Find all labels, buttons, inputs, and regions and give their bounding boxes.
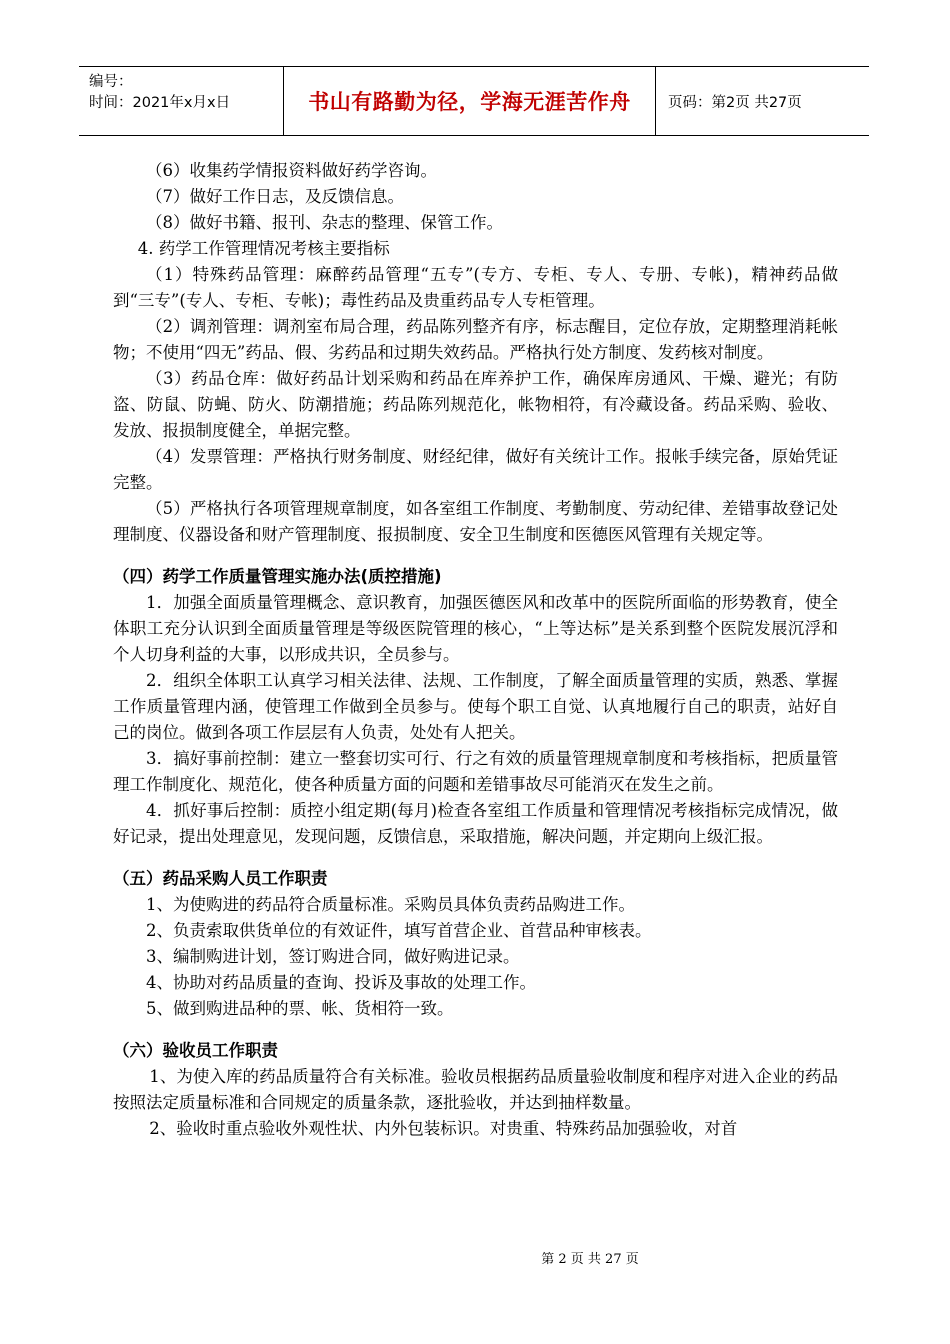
paragraph: 4．抓好事后控制：质控小组定期(每月)检查各室组工作质量和管理情况考核指标完成情况，做好记录，提出处理意见，发现问题，反馈信息，采取措施，解决问题，并定期向上级汇报。 bbox=[113, 801, 838, 846]
paragraph: （4）发票管理：严格执行财务制度、财经纪律，做好有关统计工作。报帐手续完备，原始凭证完整。 bbox=[113, 447, 838, 492]
paragraph: （8）做好书籍、报刊、杂志的整理、保管工作。 bbox=[146, 213, 503, 232]
page-footer: 第 2 页 共 27 页 bbox=[541, 1252, 639, 1267]
paragraph: （6）收集药学情报资料做好药学咨询。 bbox=[146, 161, 437, 180]
paragraph: 1、为使入库的药品质量符合有关标准。验收员根据药品质量验收制度和程序对进入企业的药品按照法定质量标准和合同规定的质量条款，逐批验收，并达到抽样数量。 bbox=[113, 1067, 838, 1112]
section-heading: （六）验收员工作职责 bbox=[113, 1041, 278, 1060]
date-label: 时间：2021年x月x日 bbox=[89, 95, 231, 111]
document-body bbox=[113, 158, 838, 1142]
list-item: 1、为使购进的药品符合质量标准。采购员具体负责药品购进工作。 bbox=[146, 895, 635, 914]
list-item: 4、协助对药品质量的查询、投诉及事故的处理工作。 bbox=[146, 973, 536, 992]
section-heading: （四）药学工作质量管理实施办法(质控措施) bbox=[113, 567, 442, 586]
page-header bbox=[79, 66, 869, 136]
paragraph: 2．组织全体职工认真学习相关法律、法规、工作制度，了解全面质量管理的实质，熟悉、掌握工作质量管理内涵，使管理工作做到全员参与。使每个职工自觉、认真地履行自己的职责，站好自己的岗位。做到各项工作层层有人负责，处处有人把关。 bbox=[113, 671, 838, 742]
list-item: 2、负责索取供货单位的有效证件，填写首营企业、首营品种审核表。 bbox=[146, 921, 652, 940]
list-item: 3、编制购进计划，签订购进合同，做好购进记录。 bbox=[146, 947, 520, 966]
paragraph: （1）特殊药品管理：麻醉药品管理“五专”(专方、专柜、专人、专册、专帐)，精神药品做到“三专”(专人、专柜、专帐)；毒性药品及贵重药品专人专柜管理。 bbox=[113, 265, 838, 310]
paragraph: 4. 药学工作管理情况考核主要指标 bbox=[137, 239, 390, 258]
section-heading: （五）药品采购人员工作职责 bbox=[113, 869, 328, 888]
paragraph: 2、验收时重点验收外观性状、内外包装标识。对贵重、特殊药品加强验收，对首 bbox=[149, 1119, 738, 1138]
number-label: 编号： bbox=[89, 74, 133, 90]
paragraph: 3．搞好事前控制：建立一整套切实可行、行之有效的质量管理规章制度和考核指标，把质量管理工作制度化、规范化，使各种质量方面的问题和差错事故尽可能消灭在发生之前。 bbox=[113, 749, 838, 794]
paragraph: （7）做好工作日志，及反馈信息。 bbox=[146, 187, 404, 206]
header-meta bbox=[79, 67, 284, 135]
paragraph: （5）严格执行各项管理规章制度，如各室组工作制度、考勤制度、劳动纪律、差错事故登记处理制度、仪器设备和财产管理制度、报损制度、安全卫生制度和医德医风管理有关规定等。 bbox=[113, 499, 838, 544]
paragraph: （2）调剂管理：调剂室布局合理，药品陈列整齐有序，标志醒目，定位存放，定期整理消耗帐物；不使用“四无”药品、假、劣药品和过期失效药品。严格执行处方制度、发药核对制度。 bbox=[113, 317, 838, 362]
header-page-label: 页码：第2页 共27页 bbox=[668, 94, 802, 111]
header-motto: 书山有路勤为径，学海无涯苦作舟 bbox=[284, 67, 656, 135]
paragraph: （3）药品仓库：做好药品计划采购和药品在库养护工作，确保库房通风、干燥、避光；有防盗、防鼠、防蝇、防火、防潮措施；药品陈列规范化，帐物相符，有冷藏设备。药品采购、验收、发放、报损制度健全，单据完整。 bbox=[113, 369, 838, 440]
list-item: 5、做到购进品种的票、帐、货相符一致。 bbox=[146, 999, 454, 1018]
paragraph: 1．加强全面质量管理概念、意识教育，加强医德医风和改革中的医院所面临的形势教育，使全体职工充分认识到全面质量管理是等级医院管理的核心，“上等达标”是关系到整个医院发展沉浮和个人切身利益的大事，以形成共识，全员参与。 bbox=[113, 593, 838, 664]
